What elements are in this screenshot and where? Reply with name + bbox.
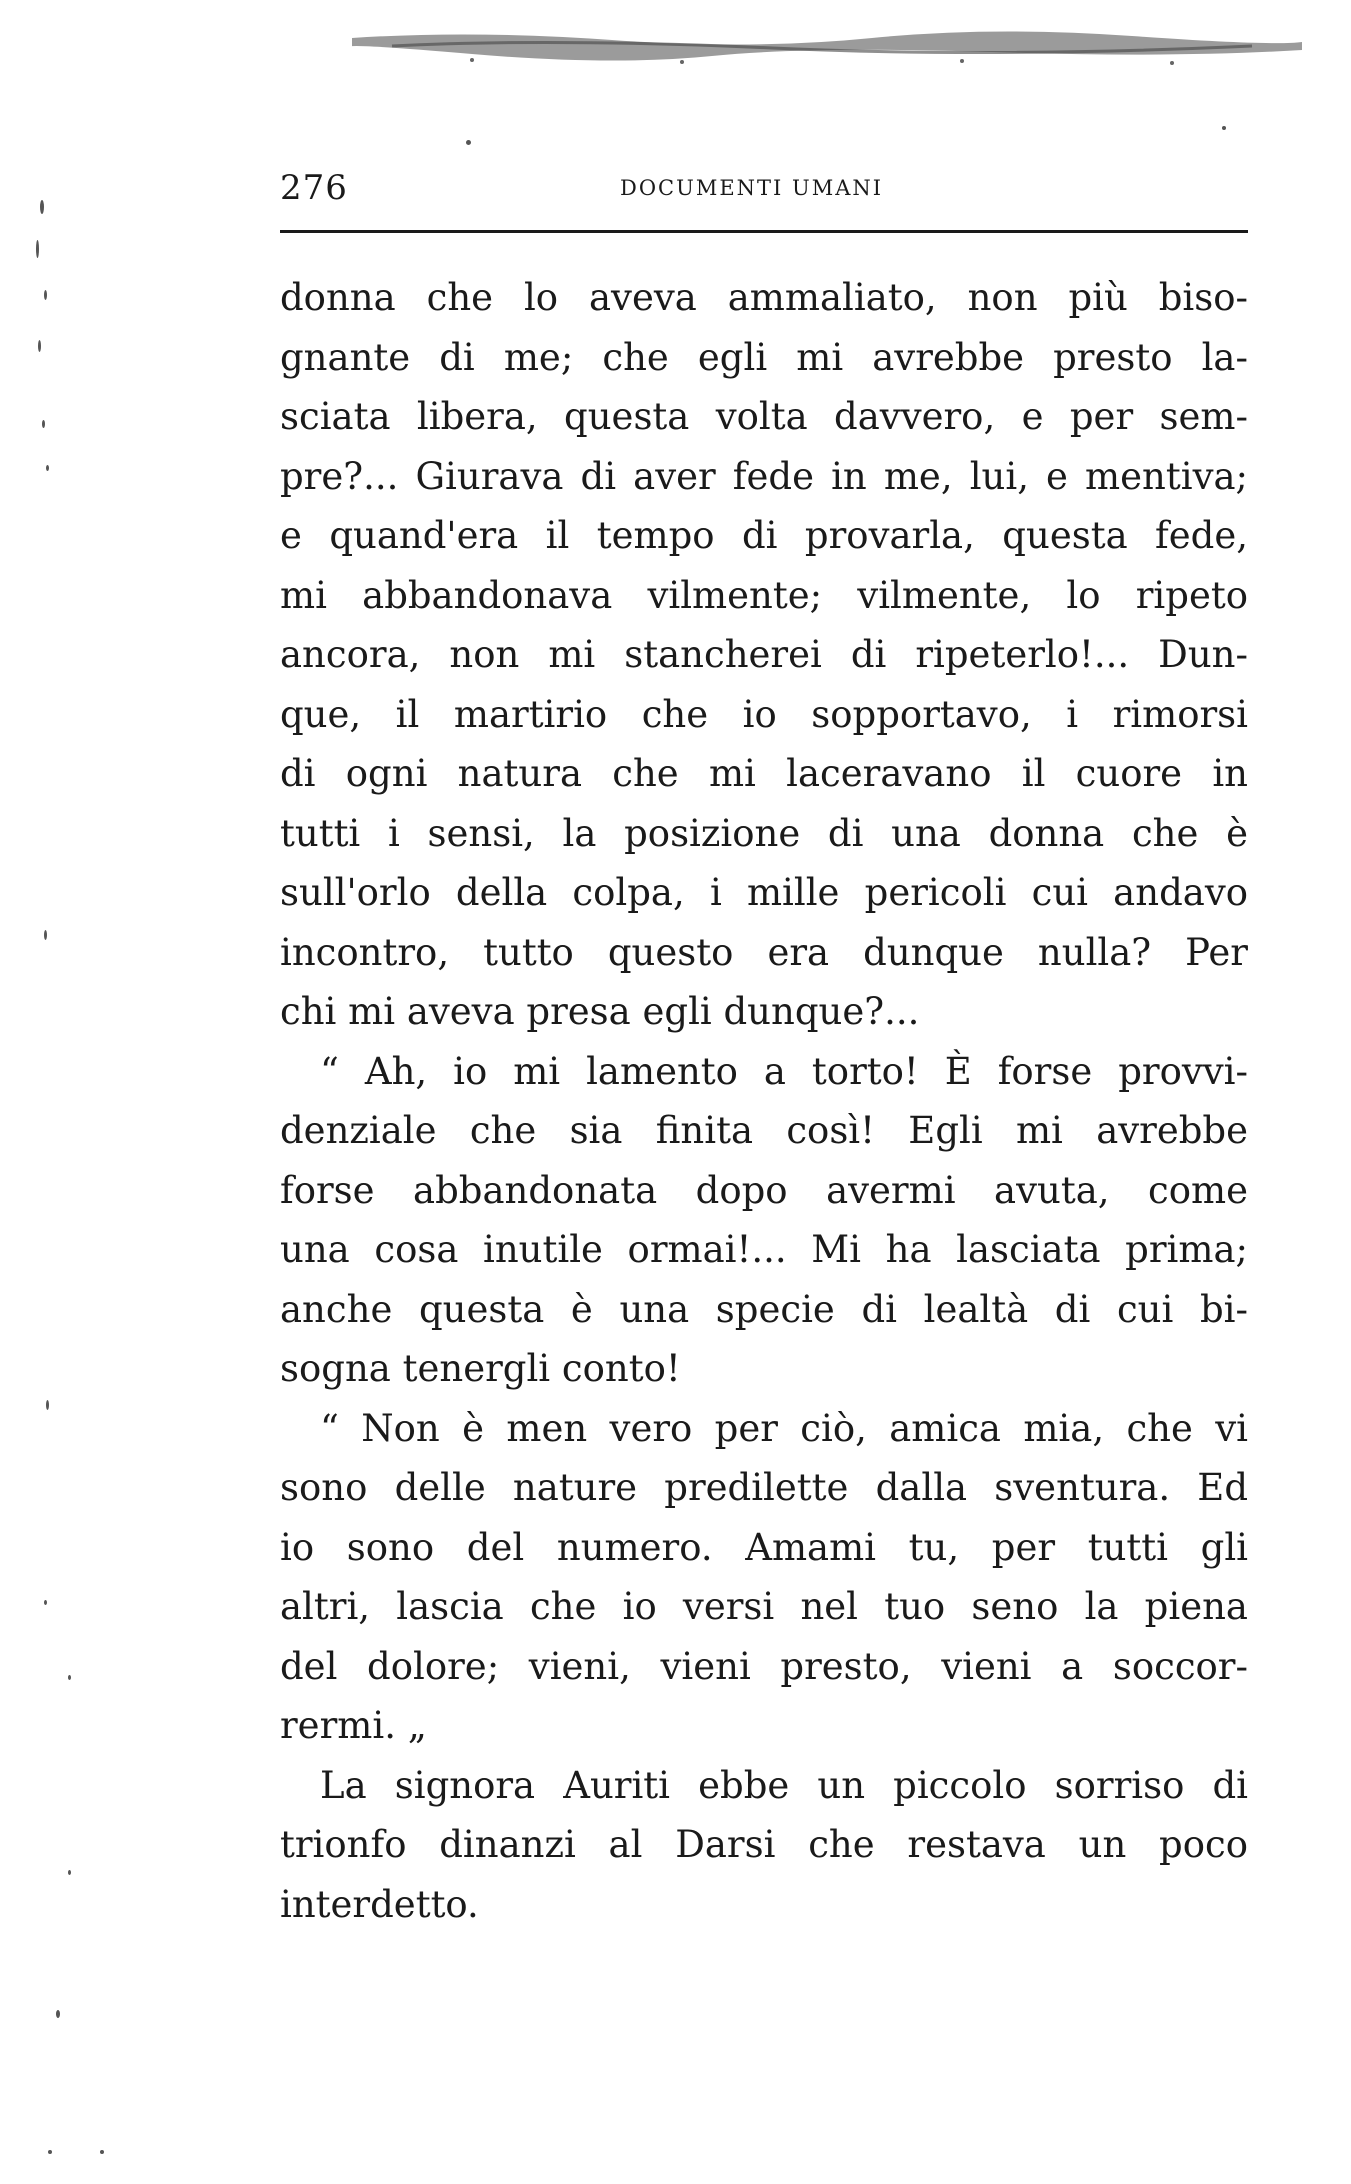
text-line: “ Ah, io mi lamento a torto! È forse provvi- [320,1049,1248,1093]
text-line: chi mi aveva presa egli dunque?... [280,990,920,1033]
text-line: tutti i sensi, la posizione di una donna che è [280,811,1248,855]
scan-speck [68,1675,71,1680]
text-line: que, il martirio che io sopportavo, i rimorsi [280,692,1248,736]
body-text [280,268,1248,1934]
page-header [280,168,1250,218]
text-line: forse abbandonata dopo avermi avuta, come [280,1168,1248,1212]
text-line: del dolore; vieni, vieni presto, vieni a soccor- [280,1644,1248,1688]
scan-speck [46,1400,49,1410]
scan-speck [46,465,49,471]
scan-speck [44,930,47,940]
text-line: incontro, tutto questo era dunque nulla? Per [280,930,1248,974]
top-edge-smudge [352,28,1302,68]
page-number: 276 [280,168,348,208]
text-line: altri, lascia che io versi nel tuo seno la piena [280,1585,1248,1628]
scan-speck [36,240,39,258]
scan-speck [48,2150,52,2154]
scan-speck [40,200,44,214]
text-line: ancora, non mi stancherei di ripeterlo!... Dun- [280,633,1248,676]
text-line: sull'orlo della colpa, i mille pericoli cui andavo [280,871,1248,914]
text-line: una cosa inutile ormai!... Mi ha lasciata prima; [280,1228,1248,1271]
text-line: mi abbandonava vilmente; vilmente, lo ripeto [280,573,1248,617]
scan-speck [1222,126,1226,130]
text-line: La signora Auriti ebbe un piccolo sorriso di [320,1763,1248,1807]
text-line: pre?... Giurava di aver fede in me, lui, e mentiva; [280,454,1248,498]
text-line: interdetto. [280,1882,479,1926]
scan-speck [44,290,47,300]
text-line: io sono del numero. Amami tu, per tutti gli [280,1525,1248,1569]
scan-speck [56,2010,60,2018]
text-line: anche questa è una specie di lealtà di cui bi- [280,1287,1248,1331]
text-line: sogna tenergli conto! [280,1347,681,1390]
text-line: sono delle nature predilette dalla sventura. Ed [280,1466,1248,1509]
scan-speck [44,1600,47,1605]
scan-speck [466,140,471,145]
header-rule [280,230,1248,233]
scan-speck [42,420,45,428]
text-line: rermi. „ [280,1704,427,1747]
text-line: “ Non è men vero per ciò, amica mia, che vi [320,1406,1248,1450]
scan-speck [100,2150,104,2154]
scan-speck [68,1870,71,1875]
text-line: sciata libera, questa volta davvero, e per sem- [280,395,1248,438]
text-line: trionfo dinanzi al Darsi che restava un poco [280,1823,1248,1866]
text-line: denziale che sia finita così! Egli mi avrebbe [280,1109,1248,1152]
scan-speck [38,340,41,352]
running-head: DOCUMENTI UMANI [620,176,884,200]
text-line: donna che lo aveva ammaliato, non più biso- [280,276,1248,319]
text-line: gnante di me; che egli mi avrebbe presto la- [280,335,1248,379]
text-line: di ogni natura che mi laceravano il cuore in [280,752,1248,795]
text-line: e quand'era il tempo di provarla, questa fede, [280,514,1248,557]
